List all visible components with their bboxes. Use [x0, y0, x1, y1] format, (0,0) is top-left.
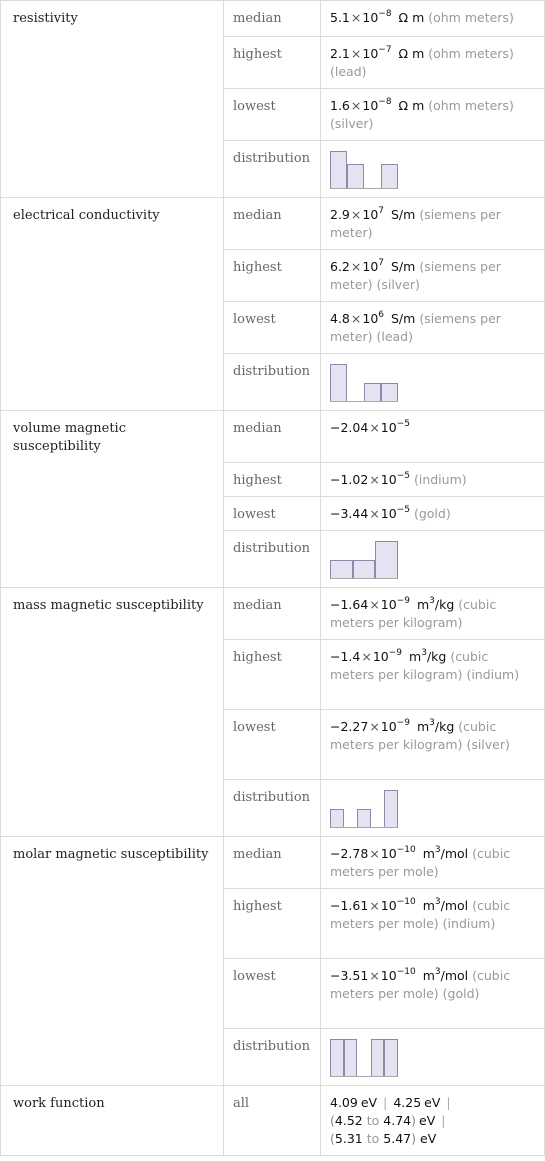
value-unit: eV [420, 1131, 437, 1146]
section-divider [0, 197, 545, 198]
times-sign: × [369, 506, 380, 521]
element-note: (lead) [376, 329, 413, 344]
histogram-baseline [330, 578, 398, 579]
value-exponent: 7 [378, 206, 385, 216]
value-unit: Ω m [398, 46, 425, 61]
unit-name: (siemens per meter) [330, 311, 501, 344]
attribute-label: distribution [233, 364, 311, 379]
unit-name: (siemens per meter) [330, 259, 501, 292]
row-divider [223, 353, 545, 354]
value-mantissa: 2.1 [330, 46, 350, 61]
value-exponent: −7 [378, 45, 392, 55]
value-unit: $m^3$/mol [422, 967, 469, 983]
range-close: ) [411, 1113, 417, 1128]
value-exponent: −5 [396, 419, 410, 429]
attribute-label: lowest [233, 312, 276, 327]
value-cell [330, 718, 530, 754]
histogram-bar [330, 809, 344, 828]
range-high: 4.74 [383, 1113, 412, 1128]
histogram-bar [357, 809, 371, 828]
column-divider-2 [320, 836, 321, 1085]
attribute-label: median [233, 421, 282, 436]
value-unit: Ω m [398, 98, 425, 113]
column-divider-2 [320, 0, 321, 197]
row-divider [223, 530, 545, 531]
value-unit: S/m [391, 207, 416, 222]
element-note: (silver) [376, 277, 420, 292]
times-sign: × [350, 207, 362, 222]
value-exponent: 6 [378, 310, 385, 320]
value-cell [330, 97, 530, 133]
value-cell [330, 897, 530, 933]
value-mantissa: −1.4 [330, 649, 361, 664]
value-exponent: −8 [378, 97, 392, 107]
times-sign: × [350, 98, 362, 113]
value-exponent: −9 [396, 596, 410, 606]
value-cell [330, 845, 530, 881]
value-mantissa: 4.8 [330, 311, 350, 326]
attribute-label: distribution [233, 1039, 311, 1054]
histogram-bar [330, 151, 347, 189]
value-unit: $m^3$/mol [422, 897, 469, 913]
attribute-label: lowest [233, 507, 276, 522]
range-to: to [366, 1131, 380, 1146]
unit-name: (cubic meters per mole) [330, 846, 511, 879]
value-mantissa: 2.9 [330, 207, 350, 222]
property-label: resistivity [13, 11, 78, 26]
value-number-text: 4.25 [393, 1095, 422, 1110]
attribute-label: highest [233, 473, 282, 488]
value-cell [330, 258, 530, 294]
value-number: $-1.61\times 10^{-10}$ [330, 897, 416, 913]
range-low: 4.52 [334, 1113, 363, 1128]
property-label: work function [13, 1096, 105, 1111]
histogram-bar [381, 383, 398, 402]
property-label: mass magnetic susceptibility [13, 598, 204, 613]
value-number [330, 1095, 377, 1110]
value-unit: eV [419, 1113, 436, 1128]
column-divider-2 [320, 1085, 321, 1155]
value-cell [330, 967, 530, 1003]
column-divider-1 [223, 1085, 224, 1155]
element-note: (silver) [466, 737, 510, 752]
element-note: (gold) [442, 986, 480, 1001]
property-label: electrical conductivity [13, 208, 160, 223]
histogram-bar [371, 1039, 385, 1077]
element-note: (lead) [330, 64, 367, 79]
value-exponent: −8 [378, 9, 392, 19]
times-sign: × [369, 846, 380, 861]
distribution-histogram [330, 541, 398, 579]
attribute-label: distribution [233, 790, 311, 805]
value-cell [330, 9, 530, 27]
times-sign: × [369, 898, 380, 913]
histogram-bar [344, 1039, 358, 1077]
range-open: ( [330, 1131, 335, 1146]
element-note: (silver) [330, 116, 374, 131]
value-cell [330, 206, 530, 242]
value-mantissa: 5.1 [330, 10, 350, 25]
attribute-label: highest [233, 899, 282, 914]
histogram-baseline [330, 1076, 398, 1077]
row-divider [223, 1028, 545, 1029]
unit-name: (cubic meters per mole) [330, 968, 511, 1001]
value-number: $5.1\times 10^{-8}$ [330, 9, 392, 25]
row-divider [223, 888, 545, 889]
column-divider-1 [223, 0, 224, 197]
element-note: (indium) [466, 667, 520, 682]
column-divider-1 [223, 197, 224, 410]
value-number: $-1.4\times 10^{-9}$ [330, 648, 403, 664]
value-mantissa: −1.02 [330, 472, 369, 487]
column-divider-2 [320, 197, 321, 410]
element-note: (indium) [442, 916, 496, 931]
histogram-baseline [330, 188, 398, 189]
value-number: $-2.04\times 10^{-5}$ [330, 419, 410, 435]
value-number-text: 4.09 [330, 1095, 358, 1110]
value-unit: $m^3$/mol [422, 845, 469, 861]
value-mantissa: −2.27 [330, 719, 369, 734]
histogram-bar [330, 560, 353, 579]
times-sign: × [361, 649, 372, 664]
attribute-label: median [233, 598, 282, 613]
unit-name: (cubic meters per kilogram) [330, 649, 489, 682]
value-unit: $m^3/kg$ [416, 718, 455, 734]
histogram-bar [330, 364, 347, 402]
value-mantissa: 6.2 [330, 259, 350, 274]
value-number [393, 1095, 440, 1110]
row-divider [223, 36, 545, 37]
value-exponent: 7 [378, 258, 385, 268]
times-sign: × [369, 472, 380, 487]
unit-name: (ohm meters) [428, 46, 514, 61]
value-unit: $m^3/kg$ [416, 596, 455, 612]
attribute-label: median [233, 847, 282, 862]
attribute-label: median [233, 11, 282, 26]
value-unit: S/m [391, 259, 416, 274]
value-mantissa: −1.61 [330, 898, 369, 913]
value-unit: eV [360, 1095, 378, 1110]
value-cell [330, 310, 530, 346]
value-number: $-2.78\times 10^{-10}$ [330, 845, 416, 861]
attribute-label: lowest [233, 969, 276, 984]
value-cell [330, 45, 530, 81]
histogram-bar [353, 560, 376, 579]
row-divider [223, 140, 545, 141]
value-number: $-3.51\times 10^{-10}$ [330, 967, 416, 983]
attribute-label: highest [233, 650, 282, 665]
value-unit: S/m [391, 311, 416, 326]
row-divider [223, 88, 545, 89]
separator: | [446, 1095, 451, 1110]
distribution-histogram [330, 151, 398, 189]
row-divider [223, 958, 545, 959]
times-sign: × [369, 597, 380, 612]
value-range [330, 1113, 416, 1128]
value-mantissa: −2.78 [330, 846, 369, 861]
histogram-bar [375, 541, 398, 579]
property-label: molar magnetic susceptibility [13, 847, 209, 862]
attribute-label: highest [233, 260, 282, 275]
unit-name: (cubic meters per kilogram) [330, 719, 497, 752]
value-mantissa: −3.44 [330, 506, 369, 521]
value-exponent: −5 [396, 505, 410, 515]
unit-name: (cubic meters per kilogram) [330, 597, 497, 630]
distribution-histogram [330, 1039, 398, 1077]
range-high: 5.47 [383, 1131, 412, 1146]
column-divider-2 [320, 410, 321, 587]
times-sign: × [350, 10, 362, 25]
column-divider-1 [223, 410, 224, 587]
histogram-bar [347, 164, 364, 189]
value-exponent: −10 [396, 845, 416, 855]
value-exponent: −10 [396, 897, 416, 907]
histogram-baseline [330, 401, 398, 402]
column-divider-1 [223, 836, 224, 1085]
section-divider [0, 1085, 545, 1086]
value-range [330, 1131, 416, 1146]
element-note: (gold) [413, 506, 451, 521]
times-sign: × [369, 420, 380, 435]
value-mantissa: 1.6 [330, 98, 350, 113]
histogram-bar [381, 164, 398, 189]
attribute-label: distribution [233, 541, 311, 556]
value-cell [330, 471, 530, 489]
times-sign: × [369, 968, 380, 983]
section-divider [0, 1155, 545, 1156]
value-exponent: −10 [396, 967, 416, 977]
value-number: $1.6\times 10^{-8}$ [330, 97, 392, 113]
row-divider [223, 496, 545, 497]
value-number: $2.9\times 10^7$ [330, 206, 385, 222]
histogram-bar [330, 1039, 344, 1077]
row-divider [223, 249, 545, 250]
value-unit: Ω m [398, 10, 425, 25]
attribute-label: distribution [233, 151, 311, 166]
row-divider [223, 779, 545, 780]
row-divider [223, 709, 545, 710]
range-open: ( [330, 1113, 335, 1128]
value-mantissa: −1.64 [330, 597, 369, 612]
range-low: 5.31 [334, 1131, 363, 1146]
unit-name: (cubic meters per mole) [330, 898, 511, 931]
column-divider-1 [223, 587, 224, 836]
row-divider [223, 462, 545, 463]
value-cell [330, 505, 530, 523]
attribute-label: median [233, 208, 282, 223]
value-number: $-1.64\times 10^{-9}$ [330, 596, 410, 612]
histogram-baseline [330, 827, 398, 828]
attribute-label: highest [233, 47, 282, 62]
section-divider [0, 410, 545, 411]
section-divider [0, 836, 545, 837]
unit-name: (siemens per meter) [330, 207, 501, 240]
value-cell [330, 648, 530, 684]
histogram-bar [384, 790, 398, 828]
value-cell [330, 596, 530, 632]
row-divider [223, 639, 545, 640]
times-sign: × [350, 46, 362, 61]
times-sign: × [350, 311, 362, 326]
work-function-values [330, 1094, 530, 1148]
table-border-top [0, 0, 545, 1]
value-number: $-1.02\times 10^{-5}$ [330, 471, 410, 487]
unit-name: (ohm meters) [428, 10, 514, 25]
distribution-histogram [330, 364, 398, 402]
value-exponent: −9 [396, 718, 410, 728]
value-mantissa: −2.04 [330, 420, 369, 435]
value-exponent: −5 [396, 471, 410, 481]
column-divider-2 [320, 587, 321, 836]
value-cell [330, 419, 530, 437]
attribute-label: all [233, 1096, 250, 1111]
value-unit: eV [424, 1095, 441, 1110]
attribute-label: lowest [233, 99, 276, 114]
distribution-histogram [330, 790, 398, 828]
separator: | [383, 1095, 388, 1110]
property-label: volume magnetic susceptibility [13, 421, 126, 454]
separator: | [441, 1113, 446, 1128]
value-number: $6.2\times 10^7$ [330, 258, 385, 274]
value-number: $-2.27\times 10^{-9}$ [330, 718, 410, 734]
value-mantissa: −3.51 [330, 968, 369, 983]
times-sign: × [369, 719, 380, 734]
range-close: ) [411, 1131, 417, 1146]
value-number: $4.8\times 10^6$ [330, 310, 385, 326]
value-unit: $m^3/kg$ [409, 648, 447, 664]
row-divider [223, 301, 545, 302]
section-divider [0, 587, 545, 588]
value-number: $2.1\times 10^{-7}$ [330, 45, 392, 61]
range-to: to [366, 1113, 380, 1128]
histogram-bar [384, 1039, 398, 1077]
value-number: $-3.44\times 10^{-5}$ [330, 505, 410, 521]
unit-name: (ohm meters) [428, 98, 514, 113]
times-sign: × [350, 259, 362, 274]
element-note: (indium) [413, 472, 467, 487]
attribute-label: lowest [233, 720, 276, 735]
histogram-bar [364, 383, 381, 402]
value-exponent: −9 [388, 648, 403, 658]
table-border-left [0, 0, 1, 1156]
